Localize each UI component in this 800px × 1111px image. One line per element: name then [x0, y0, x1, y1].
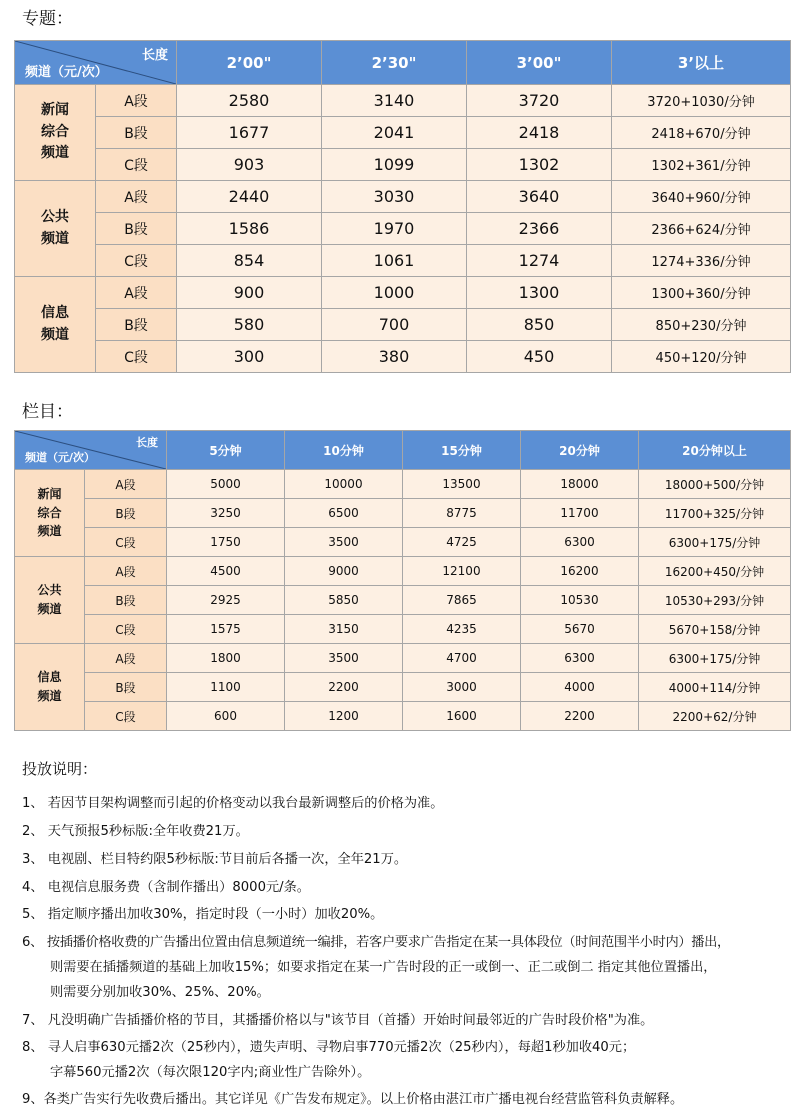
extra-price-cell: 6300+175/分钟: [639, 644, 791, 673]
price-cell: 1575: [167, 615, 285, 644]
price-cell: 12100: [403, 557, 521, 586]
column-header: 2’00": [177, 41, 322, 85]
extra-price-cell: 16200+450/分钟: [639, 557, 791, 586]
segment-cell: A段: [96, 181, 177, 213]
price-cell: 3150: [285, 615, 403, 644]
segment-cell: B段: [96, 213, 177, 245]
extra-price-cell: 1274+336/分钟: [612, 245, 791, 277]
price-cell: 6300: [521, 644, 639, 673]
price-cell: 1061: [322, 245, 467, 277]
price-cell: 900: [177, 277, 322, 309]
price-cell: 580: [177, 309, 322, 341]
channel-cell: 新闻 综合 频道: [15, 470, 85, 557]
table-row: [15, 702, 791, 731]
price-cell: 3140: [322, 85, 467, 117]
column-section-title: 栏目：: [22, 402, 73, 422]
price-cell: 10000: [285, 470, 403, 499]
corner-length-label: 长度: [136, 436, 158, 449]
column-header: 5分钟: [167, 431, 285, 470]
price-cell: 6500: [285, 499, 403, 528]
price-cell: 1586: [177, 213, 322, 245]
column-header: 3’00": [467, 41, 612, 85]
segment-cell: A段: [85, 470, 167, 499]
price-cell: 1600: [403, 702, 521, 731]
price-cell: 16200: [521, 557, 639, 586]
channel-cell: 新闻 综合 频道: [15, 85, 96, 181]
price-cell: 5850: [285, 586, 403, 615]
notes-title: 投放说明：: [22, 760, 98, 778]
price-cell: 850: [467, 309, 612, 341]
segment-cell: C段: [96, 149, 177, 181]
channel-cell: 信息 频道: [15, 644, 85, 731]
price-cell: 1099: [322, 149, 467, 181]
note-line: 9、各类广告实行先收费后播出。其它详见《广告发布规定》。以上价格由湛江市广播电视台经营监管科负责解释。: [22, 1092, 684, 1107]
note-line: 4、 电视信息服务费（含制作播出）8000元/条。: [22, 880, 310, 895]
note-line: 1、 若因节目架构调整而引起的价格变动以我台最新调整后的价格为准。: [22, 796, 444, 811]
price-cell: 600: [167, 702, 285, 731]
price-cell: 1750: [167, 528, 285, 557]
segment-cell: B段: [85, 673, 167, 702]
note-line: 2、 天气预报5秒标版:全年收费21万。: [22, 824, 249, 839]
table-row: [15, 309, 791, 341]
price-cell: 450: [467, 341, 612, 373]
price-cell: 5000: [167, 470, 285, 499]
extra-price-cell: 1302+361/分钟: [612, 149, 791, 181]
price-cell: 700: [322, 309, 467, 341]
table-row: [15, 149, 791, 181]
column-header: 20分钟: [521, 431, 639, 470]
price-cell: 2440: [177, 181, 322, 213]
corner-channel-label: 频道（元/次）: [25, 65, 108, 80]
topic-section-title: 专题：: [22, 9, 73, 29]
price-cell: 3720: [467, 85, 612, 117]
price-cell: 1000: [322, 277, 467, 309]
extra-price-cell: 450+120/分钟: [612, 341, 791, 373]
price-cell: 3250: [167, 499, 285, 528]
table-row: [15, 557, 791, 586]
price-cell: 4235: [403, 615, 521, 644]
price-cell: 1677: [177, 117, 322, 149]
price-cell: 1274: [467, 245, 612, 277]
extra-price-cell: 3640+960/分钟: [612, 181, 791, 213]
price-cell: 4725: [403, 528, 521, 557]
extra-price-cell: 10530+293/分钟: [639, 586, 791, 615]
segment-cell: A段: [85, 557, 167, 586]
table-row: [15, 470, 791, 499]
segment-cell: A段: [96, 277, 177, 309]
channel-cell: 信息 频道: [15, 277, 96, 373]
price-cell: 2925: [167, 586, 285, 615]
price-cell: 8775: [403, 499, 521, 528]
price-cell: 7865: [403, 586, 521, 615]
column-header: 10分钟: [285, 431, 403, 470]
column-price-table: [14, 430, 791, 731]
price-cell: 2366: [467, 213, 612, 245]
extra-price-cell: 11700+325/分钟: [639, 499, 791, 528]
note-line: 5、 指定顺序播出加收30%，指定时段（一小时）加收20%。: [22, 907, 384, 922]
price-cell: 5670: [521, 615, 639, 644]
extra-price-cell: 850+230/分钟: [612, 309, 791, 341]
table-row: [15, 615, 791, 644]
table-row: [15, 673, 791, 702]
price-cell: 3030: [322, 181, 467, 213]
extra-price-cell: 6300+175/分钟: [639, 528, 791, 557]
price-cell: 4500: [167, 557, 285, 586]
price-cell: 11700: [521, 499, 639, 528]
segment-cell: A段: [85, 644, 167, 673]
table-row: [15, 277, 791, 309]
price-cell: 854: [177, 245, 322, 277]
table-row: [15, 644, 791, 673]
table-row: [15, 85, 791, 117]
table-corner-header: [15, 41, 177, 85]
column-header: 15分钟: [403, 431, 521, 470]
price-cell: 1800: [167, 644, 285, 673]
price-cell: 9000: [285, 557, 403, 586]
extra-price-cell: 5670+158/分钟: [639, 615, 791, 644]
table-row: [15, 117, 791, 149]
price-cell: 300: [177, 341, 322, 373]
note-line: 则需要分别加收30%、25%、20%。: [50, 985, 270, 1000]
segment-cell: C段: [85, 615, 167, 644]
table-header-row: [15, 431, 791, 470]
note-line: 6、 按插播价格收费的广告播出位置由信息频道统一编排，若客户要求广告指定在某一具体段位（时间范围半小时内）播出，: [22, 935, 730, 950]
price-cell: 6300: [521, 528, 639, 557]
price-cell: 380: [322, 341, 467, 373]
topic-price-table: [14, 40, 791, 373]
segment-cell: B段: [96, 309, 177, 341]
price-cell: 4000: [521, 673, 639, 702]
price-cell: 2580: [177, 85, 322, 117]
extra-price-cell: 1300+360/分钟: [612, 277, 791, 309]
price-cell: 18000: [521, 470, 639, 499]
extra-price-cell: 2418+670/分钟: [612, 117, 791, 149]
extra-price-cell: 4000+114/分钟: [639, 673, 791, 702]
segment-cell: C段: [96, 245, 177, 277]
table-row: [15, 341, 791, 373]
price-cell: 1302: [467, 149, 612, 181]
corner-channel-label: 频道（元/次）: [25, 451, 96, 464]
price-cell: 10530: [521, 586, 639, 615]
segment-cell: B段: [85, 499, 167, 528]
table-row: [15, 586, 791, 615]
note-line: 则需要在插播频道的基础上加收15%；如要求指定在某一广告时段的正一或倒一、正二或倒二 指定其他位置播出，: [50, 960, 717, 975]
segment-cell: C段: [85, 528, 167, 557]
table-row: [15, 245, 791, 277]
price-cell: 4700: [403, 644, 521, 673]
extra-price-cell: 18000+500/分钟: [639, 470, 791, 499]
price-cell: 2200: [285, 673, 403, 702]
table-row: [15, 528, 791, 557]
table-row: [15, 213, 791, 245]
segment-cell: C段: [85, 702, 167, 731]
table-row: [15, 181, 791, 213]
column-header: 2’30": [322, 41, 467, 85]
price-cell: 13500: [403, 470, 521, 499]
extra-price-cell: 2200+62/分钟: [639, 702, 791, 731]
price-cell: 2041: [322, 117, 467, 149]
extra-price-cell: 2366+624/分钟: [612, 213, 791, 245]
price-cell: 1300: [467, 277, 612, 309]
segment-cell: C段: [96, 341, 177, 373]
segment-cell: B段: [85, 586, 167, 615]
table-row: [15, 499, 791, 528]
column-header: 3’以上: [612, 41, 791, 85]
channel-cell: 公共 频道: [15, 557, 85, 644]
note-line: 3、 电视剧、栏目特约限5秒标版:节目前后各播一次，全年21万。: [22, 852, 408, 867]
corner-length-label: 长度: [141, 48, 168, 63]
price-cell: 1100: [167, 673, 285, 702]
price-cell: 2418: [467, 117, 612, 149]
price-cell: 3000: [403, 673, 521, 702]
extra-price-cell: 3720+1030/分钟: [612, 85, 791, 117]
price-cell: 3500: [285, 528, 403, 557]
price-cell: 1200: [285, 702, 403, 731]
table-corner-header: [15, 431, 167, 470]
segment-cell: A段: [96, 85, 177, 117]
channel-cell: 公共 频道: [15, 181, 96, 277]
price-cell: 3640: [467, 181, 612, 213]
table-header-row: [15, 41, 791, 85]
segment-cell: B段: [96, 117, 177, 149]
note-line: 字幕560元播2次（每次限120字内;商业性广告除外）。: [50, 1065, 371, 1080]
price-cell: 903: [177, 149, 322, 181]
price-cell: 2200: [521, 702, 639, 731]
note-line: 8、 寻人启事630元播2次（25秒内），遗失声明、寻物启事770元播2次（25秒内），每超1秒加收40元；: [22, 1040, 636, 1055]
price-cell: 1970: [322, 213, 467, 245]
note-line: 7、 凡没明确广告插播价格的节目，其播播价格以与"该节目（首播）开始时间最邻近的广告时段价格"为准。: [22, 1013, 654, 1028]
price-cell: 3500: [285, 644, 403, 673]
column-header: 20分钟以上: [639, 431, 791, 470]
